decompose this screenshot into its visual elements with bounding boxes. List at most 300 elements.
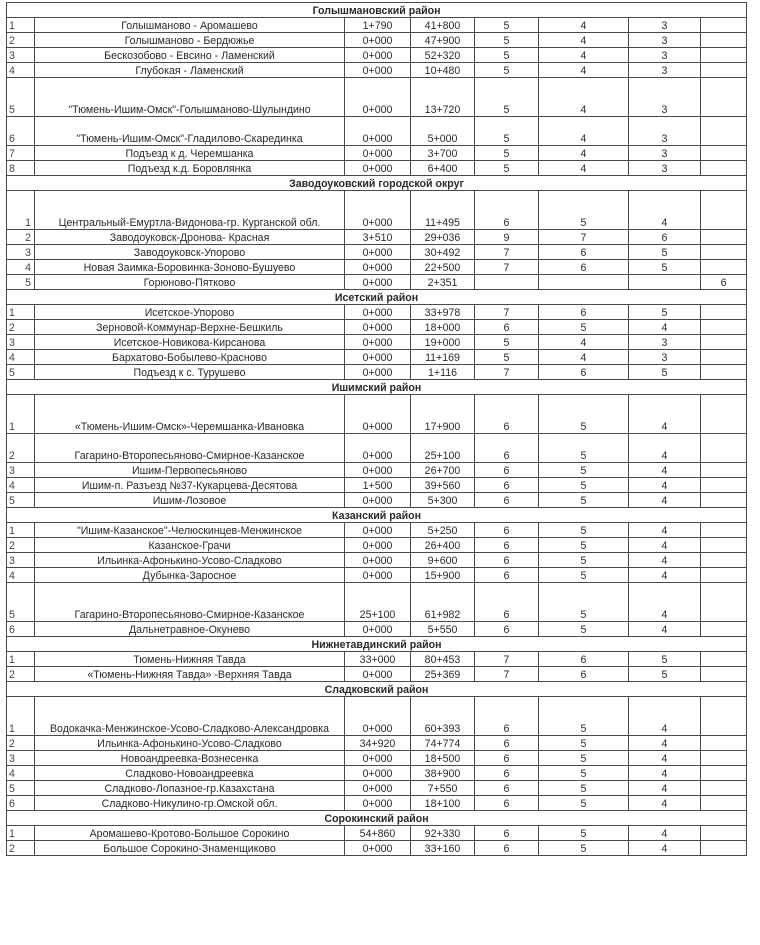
value-b: 6	[539, 652, 629, 667]
value-d	[701, 350, 747, 365]
table-row	[7, 568, 747, 583]
row-number: 1	[7, 191, 35, 230]
value-b: 5	[539, 583, 629, 622]
end-km: 9+600	[411, 553, 475, 568]
value-a: 9	[475, 230, 539, 245]
row-number: 1	[7, 395, 35, 434]
value-a: 5	[475, 335, 539, 350]
end-km: 7+550	[411, 781, 475, 796]
road-name: "Тюмень-Ишим-Омск"-Гладилово-Скарединка	[35, 117, 345, 146]
value-c: 4	[629, 796, 701, 811]
table-row	[7, 493, 747, 508]
road-name: Бескозобово - Евсино - Ламенский	[35, 48, 345, 63]
start-km: 1+500	[345, 478, 411, 493]
value-b: 4	[539, 48, 629, 63]
value-c: 5	[629, 652, 701, 667]
row-number: 3	[7, 553, 35, 568]
end-km: 13+720	[411, 78, 475, 117]
value-c	[629, 275, 701, 290]
value-a: 7	[475, 245, 539, 260]
road-name: Ильинка-Афонькино-Усово-Сладково	[35, 553, 345, 568]
road-name: Большое Сорокино-Знаменщиково	[35, 841, 345, 856]
section-header-row	[7, 811, 747, 826]
value-a: 6	[475, 736, 539, 751]
road-name: Сладково-Новоандреевка	[35, 766, 345, 781]
value-b: 6	[539, 245, 629, 260]
row-number: 4	[7, 478, 35, 493]
end-km: 74+774	[411, 736, 475, 751]
row-number: 4	[7, 63, 35, 78]
row-number: 1	[7, 305, 35, 320]
value-d	[701, 320, 747, 335]
value-c: 4	[629, 395, 701, 434]
value-d	[701, 478, 747, 493]
start-km: 0+000	[345, 78, 411, 117]
value-b: 5	[539, 736, 629, 751]
value-d	[701, 161, 747, 176]
table-row	[7, 478, 747, 493]
value-b: 7	[539, 230, 629, 245]
end-km: 33+160	[411, 841, 475, 856]
table-row	[7, 736, 747, 751]
value-a: 5	[475, 350, 539, 365]
end-km: 47+900	[411, 33, 475, 48]
value-c: 5	[629, 305, 701, 320]
start-km: 0+000	[345, 523, 411, 538]
value-c: 4	[629, 697, 701, 736]
value-a: 6	[475, 583, 539, 622]
road-name: Голышманово - Бердюжье	[35, 33, 345, 48]
row-number: 1	[7, 523, 35, 538]
road-name: Аромашево-Кротово-Большое Сорокино	[35, 826, 345, 841]
start-km: 0+000	[345, 796, 411, 811]
start-km: 0+000	[345, 622, 411, 637]
road-name: Зерновой-Коммунар-Верхне-Бешкиль	[35, 320, 345, 335]
start-km: 0+000	[345, 245, 411, 260]
table-row	[7, 245, 747, 260]
value-a: 5	[475, 63, 539, 78]
end-km: 26+400	[411, 538, 475, 553]
row-number: 2	[7, 841, 35, 856]
table-row	[7, 191, 747, 230]
start-km: 0+000	[345, 161, 411, 176]
value-d	[701, 796, 747, 811]
value-a: 6	[475, 553, 539, 568]
start-km: 0+000	[345, 751, 411, 766]
value-b: 6	[539, 305, 629, 320]
value-c: 4	[629, 841, 701, 856]
value-c: 3	[629, 33, 701, 48]
end-km: 30+492	[411, 245, 475, 260]
start-km: 1+790	[345, 18, 411, 33]
table-row	[7, 230, 747, 245]
table-row	[7, 841, 747, 856]
road-name: Голышманово - Аромашево	[35, 18, 345, 33]
value-b: 5	[539, 463, 629, 478]
value-d	[701, 463, 747, 478]
row-number: 6	[7, 117, 35, 146]
value-b: 5	[539, 781, 629, 796]
value-a: 6	[475, 622, 539, 637]
section-header-row	[7, 290, 747, 305]
table-row	[7, 781, 747, 796]
road-name: Горюново-Пятково	[35, 275, 345, 290]
value-b: 4	[539, 33, 629, 48]
value-c: 3	[629, 146, 701, 161]
start-km: 0+000	[345, 395, 411, 434]
value-b: 5	[539, 796, 629, 811]
start-km: 0+000	[345, 697, 411, 736]
value-c: 3	[629, 350, 701, 365]
row-number: 2	[7, 736, 35, 751]
road-name: «Тюмень-Нижняя Тавда» -Верхняя Тавда	[35, 667, 345, 682]
end-km: 61+982	[411, 583, 475, 622]
end-km: 17+900	[411, 395, 475, 434]
value-d	[701, 553, 747, 568]
value-d	[701, 117, 747, 146]
start-km: 0+000	[345, 275, 411, 290]
start-km: 0+000	[345, 350, 411, 365]
row-number: 4	[7, 260, 35, 275]
end-km: 5+000	[411, 117, 475, 146]
value-b: 5	[539, 493, 629, 508]
value-b	[539, 275, 629, 290]
start-km: 0+000	[345, 766, 411, 781]
value-a: 6	[475, 841, 539, 856]
end-km: 39+560	[411, 478, 475, 493]
end-km: 5+300	[411, 493, 475, 508]
value-a: 6	[475, 320, 539, 335]
value-c: 4	[629, 478, 701, 493]
value-d	[701, 652, 747, 667]
end-km: 19+000	[411, 335, 475, 350]
section-title: Сорокинский район	[7, 811, 747, 826]
start-km: 0+000	[345, 320, 411, 335]
value-c: 5	[629, 667, 701, 682]
end-km: 11+169	[411, 350, 475, 365]
table-row	[7, 161, 747, 176]
table-row	[7, 697, 747, 736]
value-c: 4	[629, 583, 701, 622]
value-c: 4	[629, 781, 701, 796]
value-a: 5	[475, 48, 539, 63]
end-km: 2+351	[411, 275, 475, 290]
end-km: 3+700	[411, 146, 475, 161]
value-d	[701, 305, 747, 320]
value-d	[701, 568, 747, 583]
row-number: 5	[7, 781, 35, 796]
value-a: 7	[475, 652, 539, 667]
end-km: 52+320	[411, 48, 475, 63]
value-c: 3	[629, 335, 701, 350]
section-title: Голышмановский район	[7, 3, 747, 18]
value-b: 4	[539, 350, 629, 365]
value-a: 6	[475, 538, 539, 553]
table-row	[7, 826, 747, 841]
value-b: 5	[539, 553, 629, 568]
row-number: 3	[7, 245, 35, 260]
table-row	[7, 78, 747, 117]
row-number: 4	[7, 766, 35, 781]
start-km: 0+000	[345, 553, 411, 568]
table-row	[7, 622, 747, 637]
row-number: 2	[7, 230, 35, 245]
row-number: 4	[7, 350, 35, 365]
start-km: 0+000	[345, 146, 411, 161]
row-number: 2	[7, 434, 35, 463]
value-b: 4	[539, 117, 629, 146]
road-name: Новая Заимка-Боровинка-Зоново-Бушуево	[35, 260, 345, 275]
end-km: 5+550	[411, 622, 475, 637]
table-row	[7, 434, 747, 463]
value-b: 5	[539, 320, 629, 335]
end-km: 80+453	[411, 652, 475, 667]
road-name: Тюмень-Нижняя Тавда	[35, 652, 345, 667]
start-km: 0+000	[345, 434, 411, 463]
value-b: 4	[539, 335, 629, 350]
value-d	[701, 33, 747, 48]
row-number: 1	[7, 826, 35, 841]
row-number: 4	[7, 568, 35, 583]
section-title: Ишимский район	[7, 380, 747, 395]
road-name: Ишим-п. Разъезд №37-Кукарцева-Десятова	[35, 478, 345, 493]
road-name: Исетское-Новикова-Кирсанова	[35, 335, 345, 350]
start-km: 0+000	[345, 568, 411, 583]
start-km: 0+000	[345, 841, 411, 856]
start-km: 0+000	[345, 63, 411, 78]
road-name: Ишим-Лозовое	[35, 493, 345, 508]
value-c: 4	[629, 553, 701, 568]
table-row	[7, 350, 747, 365]
section-header-row	[7, 3, 747, 18]
value-c: 4	[629, 523, 701, 538]
value-d	[701, 230, 747, 245]
value-d	[701, 751, 747, 766]
value-c: 4	[629, 568, 701, 583]
section-header-row	[7, 637, 747, 652]
value-b: 5	[539, 191, 629, 230]
road-register-document	[6, 2, 746, 856]
road-name: "Ишим-Казанское"-Челюскинцев-Менжинское	[35, 523, 345, 538]
road-name: Центральный-Емуртла-Видонова-гр. Курганской обл.	[35, 191, 345, 230]
value-a: 5	[475, 33, 539, 48]
value-b: 4	[539, 63, 629, 78]
value-c: 5	[629, 365, 701, 380]
value-b: 4	[539, 161, 629, 176]
section-header-row	[7, 508, 747, 523]
row-number: 3	[7, 48, 35, 63]
start-km: 0+000	[345, 365, 411, 380]
value-b: 5	[539, 826, 629, 841]
road-name: Водокачка-Менжинское-Усово-Сладково-Александровка	[35, 697, 345, 736]
value-a: 6	[475, 826, 539, 841]
value-a: 5	[475, 18, 539, 33]
value-b: 5	[539, 697, 629, 736]
value-c: 4	[629, 320, 701, 335]
row-number: 8	[7, 161, 35, 176]
start-km: 0+000	[345, 305, 411, 320]
road-name: Сладково-Никулино-гр.Омской обл.	[35, 796, 345, 811]
value-b: 5	[539, 841, 629, 856]
road-name: Гагарино-Второпесьяново-Смирное-Казанское	[35, 583, 345, 622]
start-km: 25+100	[345, 583, 411, 622]
value-a: 6	[475, 523, 539, 538]
value-d	[701, 841, 747, 856]
section-header-row	[7, 176, 747, 191]
table-row	[7, 320, 747, 335]
road-name: «Тюмень-Ишим-Омск»-Черемшанка-Ивановка	[35, 395, 345, 434]
table-row	[7, 667, 747, 682]
table-row	[7, 335, 747, 350]
value-d	[701, 335, 747, 350]
start-km: 0+000	[345, 538, 411, 553]
table-row	[7, 553, 747, 568]
value-d	[701, 48, 747, 63]
value-d	[701, 146, 747, 161]
start-km: 0+000	[345, 191, 411, 230]
road-name: Заводоуковск-Упорово	[35, 245, 345, 260]
road-name: Исетское-Упорово	[35, 305, 345, 320]
value-d	[701, 826, 747, 841]
end-km: 15+900	[411, 568, 475, 583]
value-a: 6	[475, 478, 539, 493]
end-km: 92+330	[411, 826, 475, 841]
table-row	[7, 463, 747, 478]
value-b: 5	[539, 395, 629, 434]
table-row	[7, 523, 747, 538]
row-number: 7	[7, 146, 35, 161]
value-b: 5	[539, 434, 629, 463]
value-d	[701, 63, 747, 78]
value-c: 5	[629, 245, 701, 260]
value-a: 6	[475, 434, 539, 463]
value-a: 5	[475, 146, 539, 161]
value-d	[701, 78, 747, 117]
road-name: Бархатово-Бобылево-Красново	[35, 350, 345, 365]
end-km: 25+369	[411, 667, 475, 682]
value-b: 4	[539, 18, 629, 33]
value-c: 4	[629, 493, 701, 508]
row-number: 5	[7, 583, 35, 622]
value-a: 5	[475, 117, 539, 146]
value-b: 6	[539, 260, 629, 275]
value-a: 6	[475, 796, 539, 811]
end-km: 33+978	[411, 305, 475, 320]
road-name: Глубокая - Ламенский	[35, 63, 345, 78]
road-name: Сладково-Лопазное-гр.Казахстана	[35, 781, 345, 796]
row-number: 5	[7, 78, 35, 117]
value-c: 3	[629, 18, 701, 33]
end-km: 18+100	[411, 796, 475, 811]
end-km: 10+480	[411, 63, 475, 78]
row-number: 6	[7, 622, 35, 637]
road-name: Подъезд к.д. Боровлянка	[35, 161, 345, 176]
road-name: Гагарино-Второпесьяново-Смирное-Казанское	[35, 434, 345, 463]
start-km: 0+000	[345, 117, 411, 146]
value-d	[701, 781, 747, 796]
table-row	[7, 766, 747, 781]
value-c: 4	[629, 766, 701, 781]
value-a: 6	[475, 395, 539, 434]
start-km: 0+000	[345, 667, 411, 682]
value-d	[701, 667, 747, 682]
value-c: 4	[629, 736, 701, 751]
table-row	[7, 63, 747, 78]
row-number: 2	[7, 320, 35, 335]
road-name: Новоандреевка-Вознесенка	[35, 751, 345, 766]
table-row	[7, 117, 747, 146]
value-c: 3	[629, 48, 701, 63]
value-a: 6	[475, 751, 539, 766]
value-d	[701, 434, 747, 463]
table-row	[7, 796, 747, 811]
value-b: 5	[539, 478, 629, 493]
section-title: Сладковский район	[7, 682, 747, 697]
value-c: 4	[629, 826, 701, 841]
section-header-row	[7, 682, 747, 697]
end-km: 18+000	[411, 320, 475, 335]
value-d	[701, 191, 747, 230]
value-c: 3	[629, 161, 701, 176]
row-number: 1	[7, 697, 35, 736]
end-km: 18+500	[411, 751, 475, 766]
value-d	[701, 583, 747, 622]
value-d	[701, 493, 747, 508]
end-km: 60+393	[411, 697, 475, 736]
value-c: 4	[629, 751, 701, 766]
end-km: 22+500	[411, 260, 475, 275]
value-c: 4	[629, 191, 701, 230]
value-b: 6	[539, 667, 629, 682]
road-name: Ильинка-Афонькино-Усово-Сладково	[35, 736, 345, 751]
value-b: 6	[539, 365, 629, 380]
end-km: 26+700	[411, 463, 475, 478]
row-number: 5	[7, 275, 35, 290]
road-name: Ишим-Первопесьяново	[35, 463, 345, 478]
table-row	[7, 146, 747, 161]
table-row	[7, 48, 747, 63]
table-row	[7, 33, 747, 48]
start-km: 0+000	[345, 33, 411, 48]
section-title: Казанский район	[7, 508, 747, 523]
section-title: Нижнетавдинский район	[7, 637, 747, 652]
road-register-table	[6, 2, 747, 856]
value-d	[701, 260, 747, 275]
section-title: Исетский район	[7, 290, 747, 305]
value-d	[701, 766, 747, 781]
row-number: 2	[7, 667, 35, 682]
value-c: 6	[629, 230, 701, 245]
value-a: 6	[475, 781, 539, 796]
road-name: Подъезд к д. Черемшанка	[35, 146, 345, 161]
value-a: 6	[475, 191, 539, 230]
table-row	[7, 18, 747, 33]
value-c: 3	[629, 117, 701, 146]
value-d	[701, 365, 747, 380]
road-name: Дальнетравное-Окунево	[35, 622, 345, 637]
section-title: Заводоуковский городской округ	[7, 176, 747, 191]
value-d	[701, 18, 747, 33]
value-a	[475, 275, 539, 290]
value-c: 4	[629, 538, 701, 553]
row-number: 3	[7, 751, 35, 766]
start-km: 3+510	[345, 230, 411, 245]
value-d: 6	[701, 275, 747, 290]
end-km: 1+116	[411, 365, 475, 380]
value-a: 7	[475, 365, 539, 380]
value-d	[701, 697, 747, 736]
row-number: 1	[7, 18, 35, 33]
